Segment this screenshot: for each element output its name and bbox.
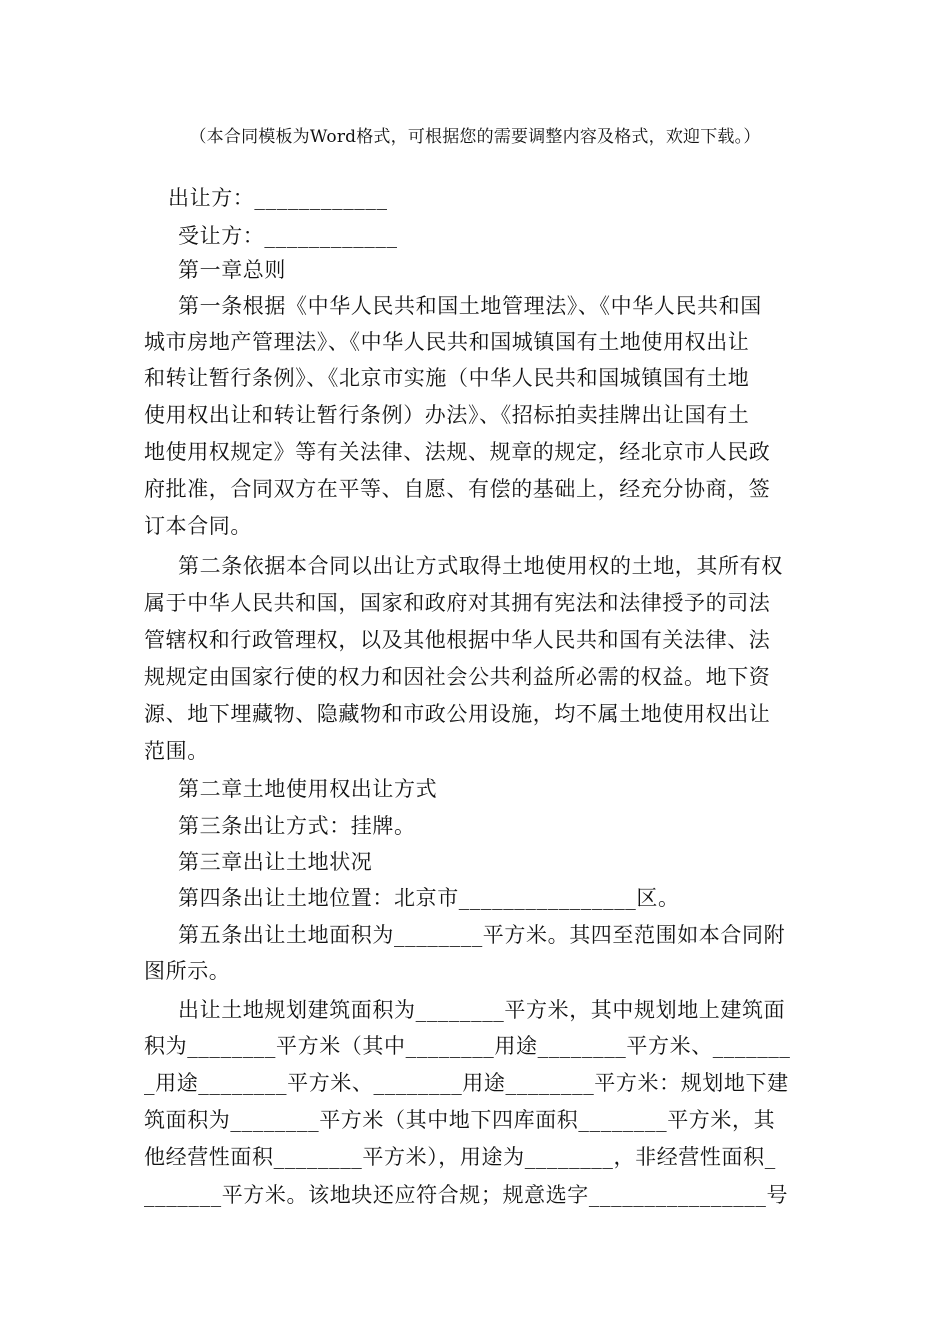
chapter-heading: 第二章土地使用权出让方式: [178, 777, 438, 801]
paragraph-line: 地使用权规定》等有关法律、法规、规章的规定，经北京市人民政: [144, 440, 771, 464]
paragraph-line: 第二条依据本合同以出让方式取得土地使用权的土地，其所有权: [178, 554, 783, 578]
grantee-line: 受让方：____________: [178, 224, 398, 248]
paragraph-line: 规规定由国家行使的权力和因社会公共利益所必需的权益。地下资: [144, 665, 771, 689]
paragraph-line: 第五条出让土地面积为________平方米。其四至范围如本合同附: [178, 923, 786, 947]
template-note: （本合同模板为Word格式，可根据您的需要调整内容及格式，欢迎下载。）: [189, 127, 761, 147]
paragraph-line: 范围。: [144, 739, 209, 763]
paragraph-line: 第一条根据《中华人民共和国土地管理法》、《中华人民共和国: [178, 294, 762, 318]
paragraph-line: 属于中华人民共和国，国家和政府对其拥有宪法和法律授予的司法: [144, 591, 771, 615]
paragraph-line: 府批准，合同双方在平等、自愿、有偿的基础上，经充分协商，签: [144, 477, 771, 501]
paragraph-line: 筑面积为________平方米（其中地下四库面积________平方米，其: [144, 1108, 776, 1132]
paragraph-line: 出让土地规划建筑面积为________平方米，其中规划地上建筑面: [178, 998, 786, 1022]
paragraph-line: 积为________平方米（其中________用途________平方米、_______: [144, 1034, 791, 1058]
paragraph-line: 图所示。: [144, 959, 231, 983]
paragraph-line: 源、地下埋藏物、隐藏物和市政公用设施，均不属土地使用权出让: [144, 702, 771, 726]
paragraph-line: 管辖权和行政管理权，以及其他根据中华人民共和国有关法律、法: [144, 628, 771, 652]
chapter-heading: 第一章总则: [178, 258, 286, 282]
paragraph-line: _用途________平方米、________用途________平方米：规划地下建: [144, 1071, 789, 1095]
paragraph-line: 订本合同。: [144, 514, 252, 538]
paragraph-line: 第三条出让方式：挂牌。: [178, 814, 416, 838]
paragraph-line: _______平方米。该地块还应符合规；规意选字________________号: [144, 1183, 789, 1207]
grantor-line: 出让方：____________: [168, 186, 388, 210]
paragraph-line: 城市房地产管理法》、《中华人民共和国城镇国有土地使用权出让: [144, 330, 750, 354]
paragraph-line: 使用权出让和转让暂行条例）办法》、《招标拍卖挂牌出让国有土: [144, 403, 750, 427]
chapter-heading: 第三章出让土地状况: [178, 850, 373, 874]
paragraph-line: 他经营性面积________平方米），用途为________，非经营性面积_: [144, 1145, 776, 1169]
paragraph-line: 和转让暂行条例》、《北京市实施（中华人民共和国城镇国有土地: [144, 366, 750, 390]
paragraph-line: 第四条出让土地位置：北京市________________区。: [178, 886, 680, 910]
